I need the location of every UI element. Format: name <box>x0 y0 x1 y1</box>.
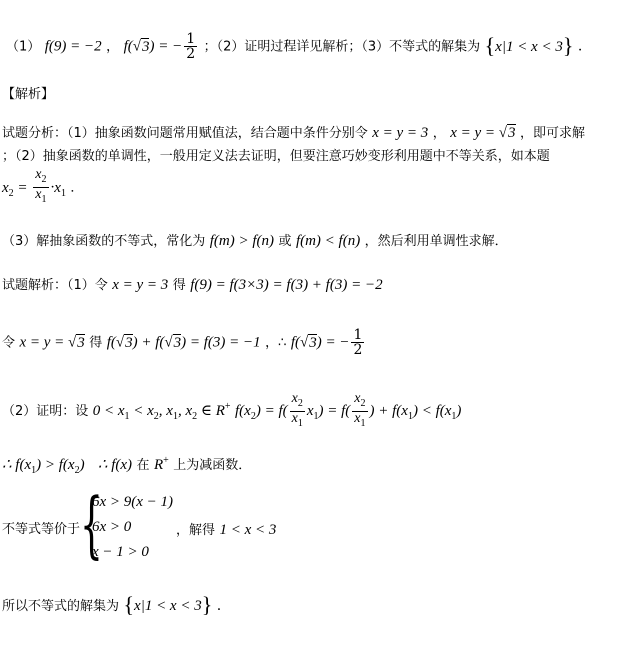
formula-x1: $x_1$ <box>54 179 66 199</box>
zai-word: 在 <box>136 458 150 473</box>
answer-f9: f(9) = −2 <box>44 38 102 55</box>
final-line <box>2 592 222 617</box>
answer-fsqrt3: f(√3) = − <box>123 38 183 55</box>
system-row-3: x − 1 > 0 <box>92 544 149 560</box>
final-text: 所以不等式的解集为 <box>2 599 120 614</box>
analysis-eq-x-y-3: x = y = 3 <box>372 125 429 141</box>
section-header: 【解析】 <box>2 87 55 102</box>
proof-condition: $0 < x_1 < x_2$, $x_1$, $x_2$ ∈ R+ <box>92 400 231 422</box>
answer-half-fraction: $\frac{1}{2}$ <box>186 31 196 62</box>
eq-sum-fsqrt3: f(√3) + f(√3) = f(3) = −1 <box>106 334 261 351</box>
answer-line <box>6 32 582 61</box>
formula-fraction: $\frac{x_2}{x_1}$ <box>35 167 47 205</box>
de-word: 得 <box>89 335 103 351</box>
period: ． <box>70 180 84 196</box>
analysis-text-tail: ，即可求解 <box>519 126 585 141</box>
analysis-text-tail: ，然后利用单调性求解． <box>364 234 508 249</box>
eq-f9-result: f(9) = f(3×3) = f(3) + f(3) = −2 <box>190 277 383 293</box>
or-word: 或 <box>278 234 292 249</box>
analysis-line-1 <box>2 124 585 143</box>
final-solution-set: {x|1 < x < 3} <box>123 592 213 617</box>
solution-line-1 <box>2 276 383 295</box>
analysis-line-4 <box>2 232 508 251</box>
jiede-text: ，解得 <box>176 523 216 538</box>
r-plus: R+ <box>153 455 169 473</box>
period: . <box>577 38 583 55</box>
comma: ， <box>432 126 446 141</box>
half-fraction: $\frac{1}{2}$ <box>353 327 363 358</box>
proof-equation: $f(x_2) = f$( $\frac{x_2}{x_1}$ $x_1) = f$( $\frac{x_2}{x_1}$ ) + $f(x_1) < f(x_1)$ <box>235 391 462 429</box>
system-result <box>176 521 276 540</box>
system-row-2: 6x > 0 <box>92 519 132 535</box>
answer-part1-label: （1） <box>6 39 41 55</box>
ineq-fm-lt-fn: f(m) < f(n) <box>295 233 361 249</box>
eq-x-y-sqrt3: x = y = √3 <box>19 334 85 351</box>
ineq-fm-gt-fn: f(m) > f(n) <box>209 233 275 249</box>
period: . <box>216 598 222 614</box>
system-brace: { <box>80 482 103 566</box>
formula-x2: $x_2$ = <box>2 179 32 199</box>
ling-word: 令 <box>2 335 16 351</box>
ineq-fx1-gt-fx2: ∴ $f(x_1) > f(x_2)$ <box>2 457 85 476</box>
de-word: 得 <box>172 278 186 293</box>
therefore-fx: ∴ f(x) <box>97 457 133 473</box>
solution-line-4 <box>2 452 251 480</box>
decreasing-text: 上为减函数． <box>173 458 252 473</box>
system-row-1: 6x > 9(x − 1) <box>92 494 174 510</box>
dot: · <box>50 179 55 196</box>
proof-text: （2）证明：设 <box>2 403 89 419</box>
system-label: 不等式等价于 <box>2 522 81 537</box>
solution-text: 试题解析：（1）令 <box>2 278 108 293</box>
analysis-eq-x-y-sqrt3: x = y = √3 <box>450 125 516 141</box>
eq-x-y-3: x = y = 3 <box>112 277 169 293</box>
result-range: 1 < x < 3 <box>219 522 277 538</box>
comma: ， <box>106 39 120 55</box>
answer-part2-3: ；（2）证明过程详见解析；（3）不等式的解集为 <box>203 39 481 55</box>
analysis-line-3 <box>2 168 83 207</box>
analysis-line-2: ；（2）抽象函数的单调性，一般用定义法去证明，但要注意巧妙变形利用题中不等关系，如本题 <box>2 149 550 164</box>
answer-solution-set: {x|1 < x < 3} <box>484 32 574 58</box>
eq-fsqrt3-result: f(√3) = − <box>290 334 350 351</box>
analysis-text: 试题分析：（1）抽象函数问题常用赋值法，结合题中条件分别令 <box>2 126 368 141</box>
therefore: ，∴ <box>265 335 287 351</box>
solution-line-2 <box>2 328 366 357</box>
solution-line-3 <box>2 392 461 431</box>
analysis-text: （3）解抽象函数的不等式，常化为 <box>2 234 206 249</box>
